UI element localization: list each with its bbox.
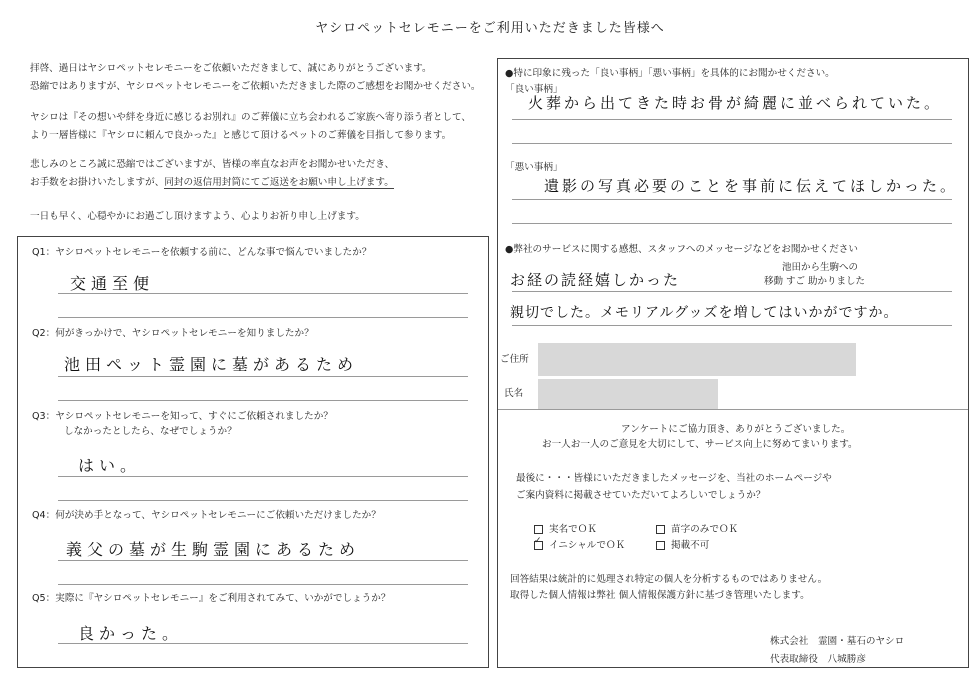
message-note-1: 池田から生駒への <box>782 262 859 273</box>
permission-line-2: ご案内資料に掲載させていただいてよろしいでしょうか？ <box>516 490 766 501</box>
intro-paragraph-4: 一日も早く、心穏やかにお過ごし頂けますよう、心よりお祈り申し上げます。 <box>30 211 365 222</box>
checkbox-initials-checked[interactable]: ✓ <box>534 541 543 550</box>
q5-text: Q5：実際に『ヤシロペットセレモニー』をご利用されてみて、いかがでしょうか？ <box>32 593 391 604</box>
message-line-1: お経の読経嬉しかった <box>510 271 681 289</box>
questions-box <box>17 236 489 668</box>
name-underline <box>498 409 968 410</box>
bad-answer-line <box>512 223 952 224</box>
feedback-box <box>497 58 969 668</box>
intro-paragraph-2 <box>30 112 490 142</box>
q1-text: Q1：ヤシロペットセレモニーを依頼する前に、どんな事で悩んでいましたか？ <box>32 247 372 258</box>
message-line-2: 親切でした。メモリアルグッズを増してはいかがですか。 <box>510 305 899 321</box>
q4-text: Q4：何が決め手となって、ヤシロペットセレモニーにご依頼いただけましたか？ <box>32 510 381 521</box>
address-redacted <box>538 343 856 376</box>
q2-answer-line <box>58 376 468 377</box>
bad-label: 「悪い事柄」 <box>505 162 563 173</box>
message-answer-line <box>512 325 952 326</box>
page-title: ヤシロペットセレモニーをご利用いただきました皆様へ <box>315 21 665 36</box>
intro-line: 拝啓、過日はヤシロペットセレモニーをご依頼いただきまして、誠にありがとうございます。 <box>30 63 432 74</box>
good-answer: 火葬から出てきた時お骨が綺麗に並べられていた。 <box>528 94 943 112</box>
name-redacted <box>538 379 718 410</box>
q1-answer-line <box>58 293 468 294</box>
q5-answer: 良かった。 <box>78 624 184 643</box>
checkbox-real-name[interactable] <box>534 525 543 534</box>
message-heading: ●弊社のサービスに関する感想、スタッフへのメッセージなどをお聞かせください <box>505 244 858 255</box>
q4-answer-line <box>58 584 468 585</box>
q5-answer-line <box>58 643 468 644</box>
message-answer-line <box>512 291 952 292</box>
q4-answer-line <box>58 560 468 561</box>
intro-line: 恐縮ではありますが、ヤシロペットセレモニーをご依頼いただきました際のご感想をお聞かせください。 <box>30 81 481 92</box>
intro-line: 悲しみのところ誠に恐縮ではございますが、皆様の率直なお声をお聞かせいただき、 <box>30 159 395 170</box>
q3-answer-line <box>58 476 468 477</box>
address-label: ご住所 <box>500 354 529 365</box>
q1-answer-line <box>58 317 468 318</box>
q3-answer: はい。 <box>78 456 142 475</box>
option-surname-only[interactable]: 苗字のみでＯＫ <box>656 521 738 535</box>
q3-subtext: しなかったとしたら、なぜでしょうか？ <box>64 426 237 437</box>
thanks-line-2: お一人お一人のご意見を大切にして、サービス向上に努めてまいります。 <box>542 439 858 450</box>
q1-answer: 交通至便 <box>70 274 155 293</box>
good-answer-line <box>512 143 952 144</box>
thanks-line-1: アンケートにご協力頂き、ありがとうございました。 <box>621 424 851 435</box>
good-answer-line <box>512 119 952 120</box>
q2-text: Q2：何がきっかけで、ヤシロペットセレモニーを知りましたか？ <box>32 328 314 339</box>
q3-answer-line <box>58 500 468 501</box>
impression-heading: ●特に印象に残った「良い事柄」「悪い事柄」を具体的にお聞かせください。 <box>505 68 835 79</box>
q4-answer: 義父の墓が生駒霊園にあるため <box>66 540 361 559</box>
name-label: 氏名 <box>504 388 524 399</box>
good-label: 「良い事柄」 <box>505 84 563 95</box>
q2-answer-line <box>58 400 468 401</box>
q2-answer: 池田ペット霊園に墓があるため <box>64 355 359 374</box>
privacy-line-1: 回答結果は統計的に処理され特定の個人を分析するものではありません。 <box>510 574 828 585</box>
checkbox-surname-only[interactable] <box>656 525 665 534</box>
permission-line-1: 最後に・・・皆様にいただきましたメッセージを、当社のホームページや <box>516 473 832 484</box>
bad-answer: 遺影の写真必要のことを事前に伝えてほしかった。 <box>544 177 959 195</box>
intro-line: お手数をお掛けいたしますが、同封の返信用封筒にてご返送をお願い申し上げます。 <box>30 177 394 188</box>
q3-text: Q3：ヤシロペットセレモニーを知って、すぐにご依頼されましたか？ <box>32 411 333 422</box>
company-name: 株式会社 霊園・墓石のヤシロ <box>770 636 905 647</box>
privacy-line-2: 取得した個人情報は弊社 個人情報保護方針に基づき管理いたします。 <box>510 590 810 601</box>
message-note-2: 移動 すご 助かりました <box>764 276 866 287</box>
bad-answer-line <box>512 199 952 200</box>
intro-line: より一層皆様に『ヤシロに頼んで良かった』と感じて頂けるペットのご葬儀を目指して参ります。 <box>30 130 452 141</box>
intro-line: ヤシロは『その想いや絆を身近に感じるお別れ』のご葬儀に立ち会われるご家族へ寄り添う者として、 <box>30 112 472 123</box>
return-envelope-note: 同封の返信用封筒にてご返送をお願い申し上げます。 <box>164 177 394 188</box>
checkbox-no-publish[interactable] <box>656 541 665 550</box>
option-initials[interactable]: ✓ イニシャルでＯＫ <box>534 535 626 551</box>
option-no-publish[interactable]: 掲載不可 <box>656 537 709 551</box>
representative: 代表取締役 八城勝彦 <box>770 654 866 665</box>
intro-paragraph-3 <box>30 159 490 189</box>
option-real-name[interactable]: 実名でＯＫ <box>534 521 597 535</box>
intro-paragraph-1 <box>30 63 490 93</box>
